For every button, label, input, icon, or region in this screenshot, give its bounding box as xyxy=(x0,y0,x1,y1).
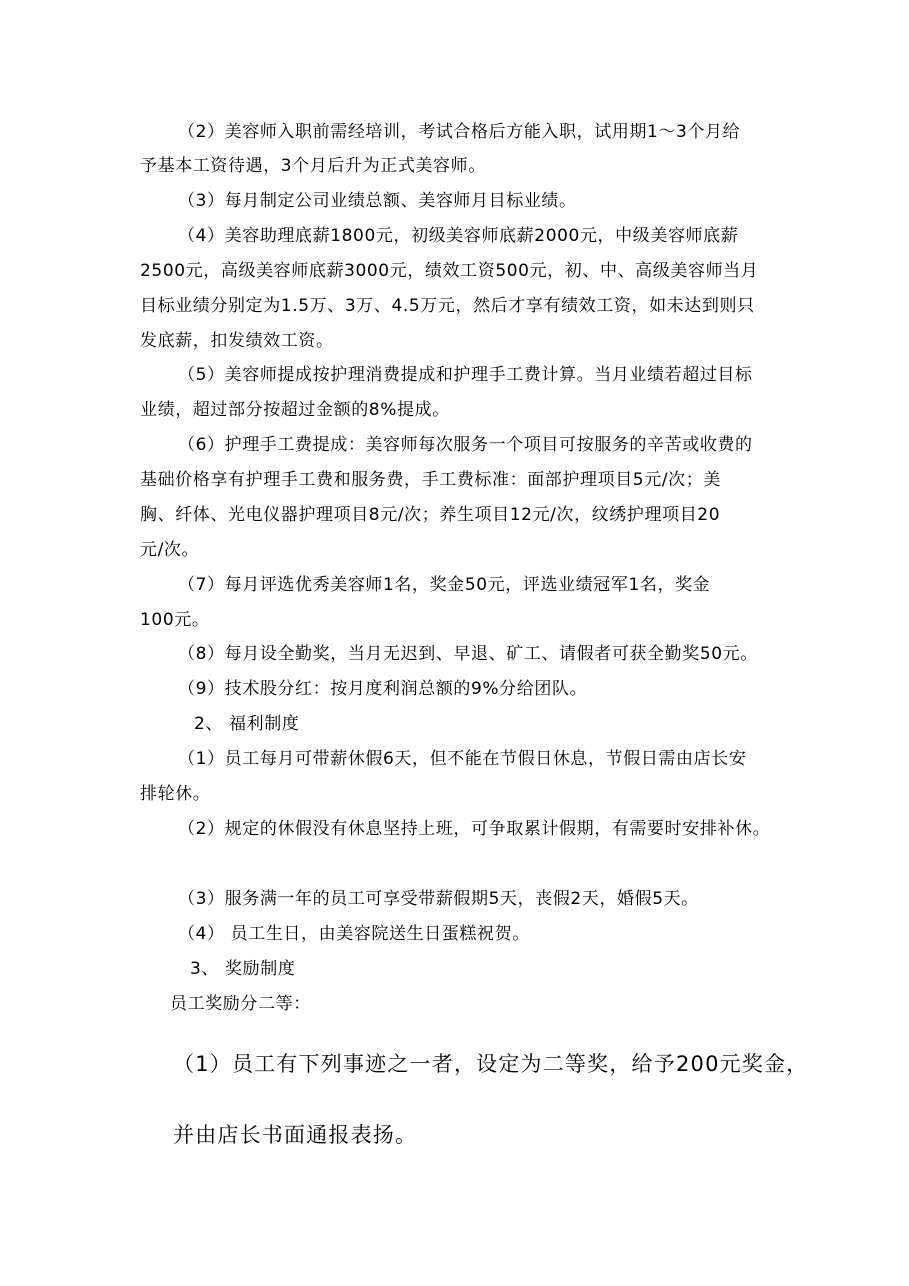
paragraph-line: 目标业绩分别定为1.5万、3万、4.5万元，然后才享有绩效工资，如未达到则只 xyxy=(140,296,755,316)
paragraph-line: （3）每月制定公司业绩总额、美容师月目标业绩。 xyxy=(178,191,577,211)
paragraph-line: （4）美容助理底薪1800元，初级美容师底薪2000元，中级美容师底薪 xyxy=(178,226,739,246)
paragraph-line: 胸、纤体、光电仪器护理项目8元/次；养生项目12元/次，纹绣护理项目20 xyxy=(140,505,721,525)
paragraph-line: （2）美容师入职前需经培训，考试合格后方能入职，试用期1～3个月给 xyxy=(178,122,741,142)
paragraph-line: （8）每月设全勤奖，当月无迟到、早退、矿工、请假者可获全勤奖50元。 xyxy=(178,644,758,664)
paragraph-line: 予基本工资待遇，3个月后升为正式美容师。 xyxy=(140,156,486,176)
paragraph-line: 2500元，高级美容师底薪3000元，绩效工资500元，初、中、高级美容师当月 xyxy=(140,261,759,281)
section-heading: 2、 福利制度 xyxy=(194,714,300,734)
paragraph-line: 发底薪，扣发绩效工资。 xyxy=(140,331,334,351)
paragraph-line: （7）每月评选优秀美容师1名，奖金50元，评选业绩冠军1名，奖金 xyxy=(178,575,711,595)
paragraph-line: 100元。 xyxy=(140,610,210,630)
section-heading: 3、 奖励制度 xyxy=(190,959,296,979)
paragraph-line: 元/次。 xyxy=(140,540,200,560)
paragraph-line: （2）规定的休假没有休息坚持上班，可争取累计假期，有需要时安排补休。 xyxy=(178,819,771,839)
paragraph-line: （1）员工每月可带薪休假6天，但不能在节假日休息，节假日需由店长安 xyxy=(178,749,747,769)
paragraph-line: （6）护理手工费提成：美容师每次服务一个项目可按服务的辛苦或收费的 xyxy=(178,435,753,455)
paragraph-line: 员工奖励分二等： xyxy=(170,994,311,1014)
paragraph-line: 基础价格享有护理手工费和服务费，手工费标准：面部护理项目5元/次；美 xyxy=(140,470,721,490)
paragraph-line-large: （1）员工有下列事迹之一者，设定为二等奖，给予200元奖金， xyxy=(173,1052,809,1076)
paragraph-line: （5）美容师提成按护理消费提成和护理手工费计算。当月业绩若超过目标 xyxy=(178,365,753,385)
paragraph-line: （4） 员工生日，由美容院送生日蛋糕祝贺。 xyxy=(178,924,530,944)
paragraph-line: （3）服务满一年的员工可享受带薪假期5天，丧假2天，婚假5天。 xyxy=(178,889,699,909)
paragraph-line-large: 并由店长书面通报表扬。 xyxy=(173,1123,418,1147)
paragraph-line: （9）技术股分红：按月度利润总额的9%分给团队。 xyxy=(178,679,588,699)
paragraph-line: 排轮休。 xyxy=(140,784,211,804)
paragraph-line: 业绩，超过部分按超过金额的8%提成。 xyxy=(140,400,450,420)
